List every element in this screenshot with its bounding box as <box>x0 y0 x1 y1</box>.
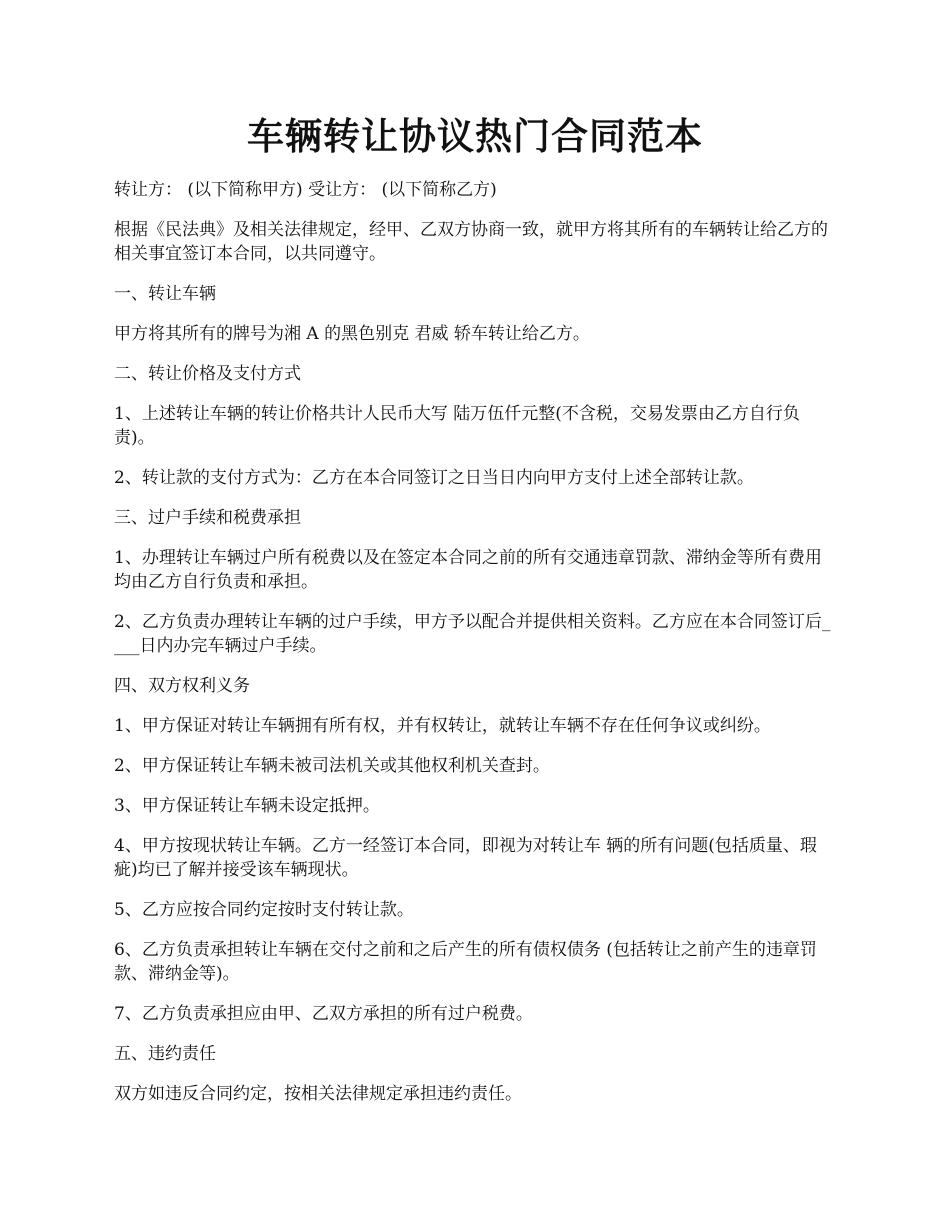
section-heading-5: 五、违约责任 <box>114 1044 216 1064</box>
document-body <box>114 178 838 1122</box>
document-title: 车辆转让协议热门合同范本 <box>247 114 703 158</box>
clause-paragraph: 1、甲方保证对转让车辆拥有所有权，并有权转让，就转让车辆不存在任何争议或纠纷。 <box>114 716 771 736</box>
section-heading-3: 三、过户手续和税费承担 <box>114 508 301 528</box>
section-heading-4: 四、双方权利义务 <box>114 676 250 696</box>
section-heading-1: 一、转让车辆 <box>114 284 216 304</box>
parties-line: 转让方： (以下简称甲方) 受让方： (以下简称乙方) <box>114 180 497 200</box>
clause-paragraph: 2、甲方保证转让车辆未被司法机关或其他权利机关查封。 <box>114 756 550 776</box>
clause-paragraph: 双方如违反合同约定，按相关法律规定承担违约责任。 <box>114 1084 522 1104</box>
clause-paragraph: 2、乙方负责办理转让车辆的过户手续，甲方予以配合并提供相关资料。乙方应在本合同签订后____日内办完车辆过户手续。 <box>114 612 831 656</box>
clause-paragraph: 甲方将其所有的牌号为湘 A 的黑色别克 君威 轿车转让给乙方。 <box>114 324 590 344</box>
preamble-paragraph: 根据《民法典》及相关法律规定，经甲、乙双方协商一致，就甲方将其所有的车辆转让给乙方的相关事宜签订本合同，以共同遵守。 <box>114 220 828 264</box>
clause-paragraph: 1、办理转让车辆过户所有税费以及在签定本合同之前的所有交通违章罚款、滞纳金等所有费用均由乙方自行负责和承担。 <box>114 548 822 592</box>
clause-paragraph: 6、乙方负责承担转让车辆在交付之前和之后产生的所有债权债务 (包括转让之前产生的违章罚款、滞纳金等)。 <box>114 940 817 984</box>
clause-paragraph: 1、上述转让车辆的转让价格共计人民币大写 陆万伍仟元整(不含税，交易发票由乙方自行负责)。 <box>114 404 800 448</box>
section-heading-2: 二、转让价格及支付方式 <box>114 364 301 384</box>
clause-paragraph: 2、转让款的支付方式为：乙方在本合同签订之日当日内向甲方支付上述全部转让款。 <box>114 468 754 488</box>
clause-paragraph: 3、甲方保证转让车辆未设定抵押。 <box>114 796 380 816</box>
clause-paragraph: 5、乙方应按合同约定按时支付转让款。 <box>114 900 414 920</box>
clause-paragraph: 7、乙方负责承担应由甲、乙双方承担的所有过户税费。 <box>114 1004 533 1024</box>
clause-paragraph: 4、甲方按现状转让车辆。乙方一经签订本合同，即视为对转让车 辆的所有问题(包括质量、瑕疵)均已了解并接受该车辆现状。 <box>114 836 817 880</box>
